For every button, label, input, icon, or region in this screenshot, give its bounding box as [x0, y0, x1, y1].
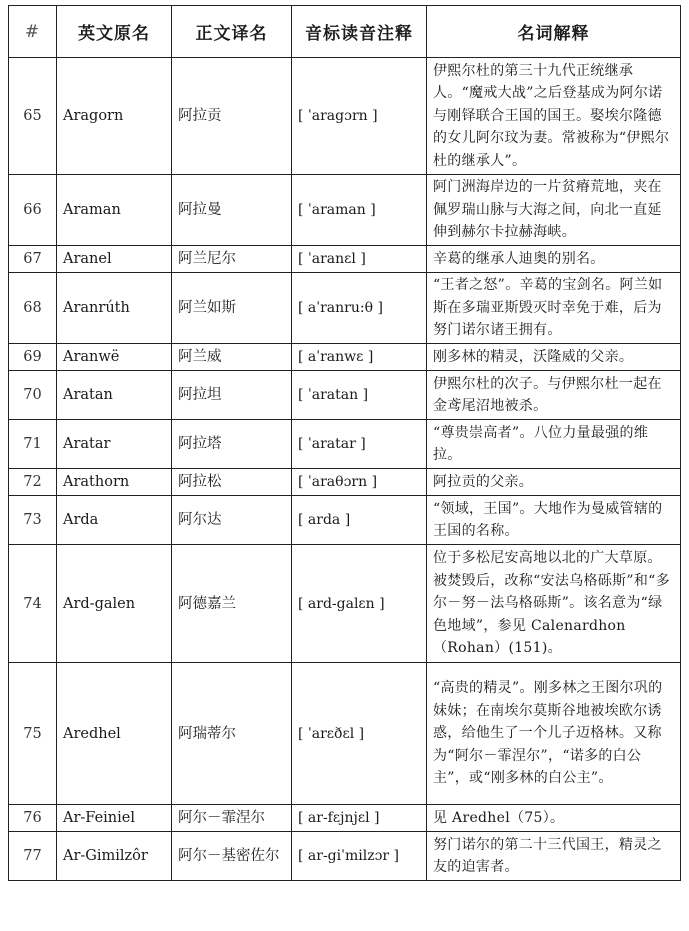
- header-phonetic: 音标读音注释: [292, 6, 427, 58]
- chinese-translation: 阿兰威: [172, 344, 292, 371]
- chinese-translation: 阿兰尼尔: [172, 246, 292, 273]
- english-name: Aratar: [57, 420, 172, 469]
- english-name: Aranel: [57, 246, 172, 273]
- definition: 辛葛的继承人迪奥的别名。: [427, 246, 681, 273]
- chinese-translation: 阿拉贡: [172, 58, 292, 175]
- phonetic-notation: [ ar-fɛjnjɛl ]: [292, 805, 427, 832]
- chinese-translation: 阿拉松: [172, 469, 292, 496]
- row-number: 74: [9, 545, 57, 663]
- chinese-translation: 阿拉坦: [172, 371, 292, 420]
- phonetic-notation: [ aˈranru:θ ]: [292, 273, 427, 344]
- english-name: Aratan: [57, 371, 172, 420]
- table-row: [9, 58, 681, 175]
- row-number: 72: [9, 469, 57, 496]
- row-number: 75: [9, 663, 57, 805]
- table-row: [9, 832, 681, 881]
- chinese-translation: 阿尔达: [172, 496, 292, 545]
- chinese-translation: 阿德嘉兰: [172, 545, 292, 663]
- phonetic-notation: [ ˈaragɔrn ]: [292, 58, 427, 175]
- table-row: [9, 371, 681, 420]
- english-name: Arda: [57, 496, 172, 545]
- phonetic-notation: [ ˈaratan ]: [292, 371, 427, 420]
- table-row: [9, 545, 681, 663]
- row-number: 76: [9, 805, 57, 832]
- row-number: 73: [9, 496, 57, 545]
- definition: 阿拉贡的父亲。: [427, 469, 681, 496]
- definition: 努门诺尔的第二十三代国王，精灵之友的迫害者。: [427, 832, 681, 881]
- definition: 伊熙尔杜的次子。与伊熙尔杜一起在金鸢尾沼地被杀。: [427, 371, 681, 420]
- chinese-translation: 阿拉曼: [172, 175, 292, 246]
- english-name: Arathorn: [57, 469, 172, 496]
- chinese-translation: 阿兰如斯: [172, 273, 292, 344]
- row-number: 71: [9, 420, 57, 469]
- definition: 见 Aredhel（75）。: [427, 805, 681, 832]
- definition: “王者之怒”。辛葛的宝剑名。阿兰如斯在多瑞亚斯毁灭时幸免于难，后为努门诺尔诸王拥有。: [427, 273, 681, 344]
- english-name: Ar-Gimilzôr: [57, 832, 172, 881]
- phonetic-notation: [ ˈaraθɔrn ]: [292, 469, 427, 496]
- phonetic-notation: [ ˈaraman ]: [292, 175, 427, 246]
- phonetic-notation: [ ˈaranɛl ]: [292, 246, 427, 273]
- phonetic-notation: [ ˈarɛðɛl ]: [292, 663, 427, 805]
- glossary-table: [8, 5, 681, 881]
- table-row: [9, 420, 681, 469]
- row-number: 77: [9, 832, 57, 881]
- chinese-translation: 阿尔－霏涅尔: [172, 805, 292, 832]
- table-row: [9, 805, 681, 832]
- phonetic-notation: [ ˈaratar ]: [292, 420, 427, 469]
- definition: 位于多松尼安高地以北的广大草原。被焚毁后，改称“安法乌格砾斯”和“多尔－努－法乌格砾斯”。该名意为“绿色地域”，参见 Calenardhon（Rohan）(151)。: [427, 545, 681, 663]
- header-number: #: [9, 6, 57, 58]
- english-name: Aranwë: [57, 344, 172, 371]
- table-row: [9, 663, 681, 805]
- chinese-translation: 阿瑞蒂尔: [172, 663, 292, 805]
- chinese-translation: 阿尔－基密佐尔: [172, 832, 292, 881]
- row-number: 70: [9, 371, 57, 420]
- row-number: 65: [9, 58, 57, 175]
- row-number: 68: [9, 273, 57, 344]
- english-name: Ar-Feiniel: [57, 805, 172, 832]
- definition: “领域，王国”。大地作为曼威管辖的王国的名称。: [427, 496, 681, 545]
- english-name: Aragorn: [57, 58, 172, 175]
- table-row: [9, 246, 681, 273]
- definition: 刚多林的精灵，沃隆威的父亲。: [427, 344, 681, 371]
- row-number: 67: [9, 246, 57, 273]
- table-row: [9, 175, 681, 246]
- phonetic-notation: [ ar-giˈmilzɔr ]: [292, 832, 427, 881]
- phonetic-notation: [ aˈranwɛ ]: [292, 344, 427, 371]
- english-name: Aredhel: [57, 663, 172, 805]
- english-name: Ard-galen: [57, 545, 172, 663]
- header-translation: 正文译名: [172, 6, 292, 58]
- table-row: [9, 344, 681, 371]
- english-name: Aranrúth: [57, 273, 172, 344]
- header-english-name: 英文原名: [57, 6, 172, 58]
- definition: 阿门洲海岸边的一片贫瘠荒地，夹在佩罗瑞山脉与大海之间，向北一直延伸到赫尔卡拉赫海峡。: [427, 175, 681, 246]
- table-row: [9, 496, 681, 545]
- phonetic-notation: [ arda ]: [292, 496, 427, 545]
- row-number: 69: [9, 344, 57, 371]
- table-body: [9, 58, 681, 881]
- english-name: Araman: [57, 175, 172, 246]
- row-number: 66: [9, 175, 57, 246]
- header-row: [9, 6, 681, 58]
- table-row: [9, 273, 681, 344]
- table-row: [9, 469, 681, 496]
- chinese-translation: 阿拉塔: [172, 420, 292, 469]
- phonetic-notation: [ ard-galɛn ]: [292, 545, 427, 663]
- definition: 伊熙尔杜的第三十九代正统继承人。“魔戒大战”之后登基成为阿尔诺与刚铎联合王国的国王。娶埃尔隆德的女儿阿尔玟为妻。常被称为“伊熙尔杜的继承人”。: [427, 58, 681, 175]
- definition: “高贵的精灵”。刚多林之王图尔巩的妹妹；在南埃尔莫斯谷地被埃欧尔诱惑，给他生了一个儿子迈格林。又称为“阿尔－霏涅尔”，“诺多的白公主”，或“刚多林的白公主”。: [427, 663, 681, 805]
- header-definition: 名词解释: [427, 6, 681, 58]
- definition: “尊贵崇高者”。八位力量最强的维拉。: [427, 420, 681, 469]
